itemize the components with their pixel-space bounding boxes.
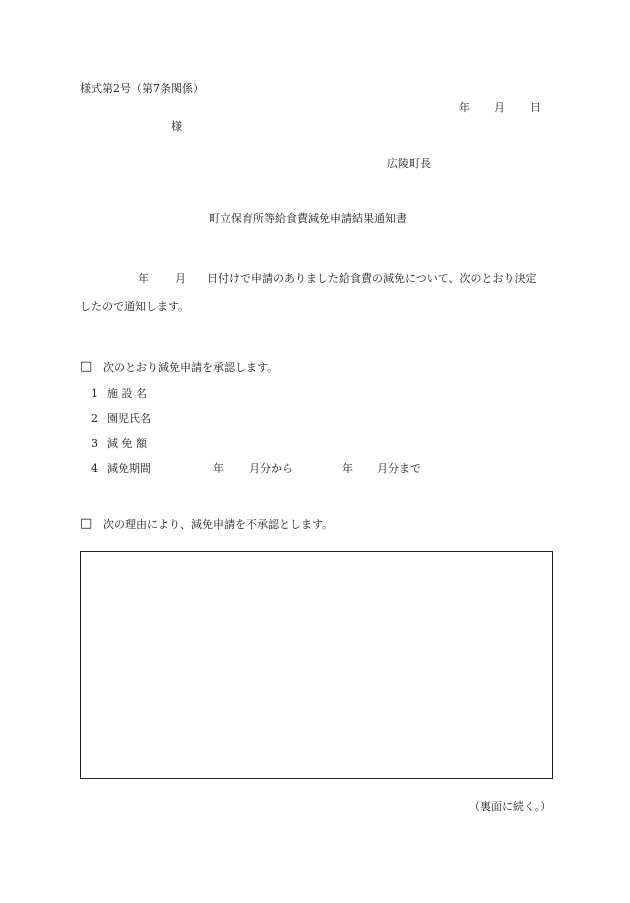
rejection-label: 次の理由により、減免申請を不承認とします。 [103, 518, 334, 531]
item-3-number: 3 [91, 437, 98, 450]
approval-label: 次のとおり減免申請を承認します。 [103, 361, 279, 374]
body-line-1: 日付けで申請のありました給食費の減免について、次のとおり決定 [207, 272, 537, 285]
approval-checkbox[interactable]: □ [80, 359, 93, 374]
item-2-label: 園児氏名 [107, 412, 151, 425]
sender-name: 広陵町長 [387, 157, 431, 170]
period-year-1: 年 [213, 462, 224, 475]
date-day-label: 日 [530, 101, 541, 114]
item-4-label: 減免期間 [107, 462, 151, 475]
period-from: 月分から [249, 462, 293, 475]
rejection-reason-box[interactable] [80, 551, 553, 779]
date-month-label: 月 [494, 101, 505, 114]
continued-note: （裏面に続く。） [469, 800, 552, 813]
item-4-number: 4 [91, 462, 98, 475]
item-1-label: 施 設 名 [107, 387, 147, 400]
period-to: 月分まで [377, 462, 421, 475]
period-year-2: 年 [342, 462, 353, 475]
body-year-label: 年 [138, 272, 149, 285]
item-3-label: 減 免 額 [107, 437, 147, 450]
body-line-2: したので通知します。 [80, 300, 190, 313]
form-number: 様式第2号（第7条関係） [80, 82, 204, 95]
rejection-checkbox[interactable]: □ [80, 516, 93, 531]
date-year-label: 年 [459, 101, 470, 114]
body-month-label: 月 [175, 272, 186, 285]
item-2-number: 2 [91, 412, 98, 425]
item-1-number: 1 [91, 387, 98, 400]
addressee-suffix: 様 [171, 120, 182, 133]
document-title: 町立保育所等給食費減免申請結果通知書 [209, 212, 407, 225]
